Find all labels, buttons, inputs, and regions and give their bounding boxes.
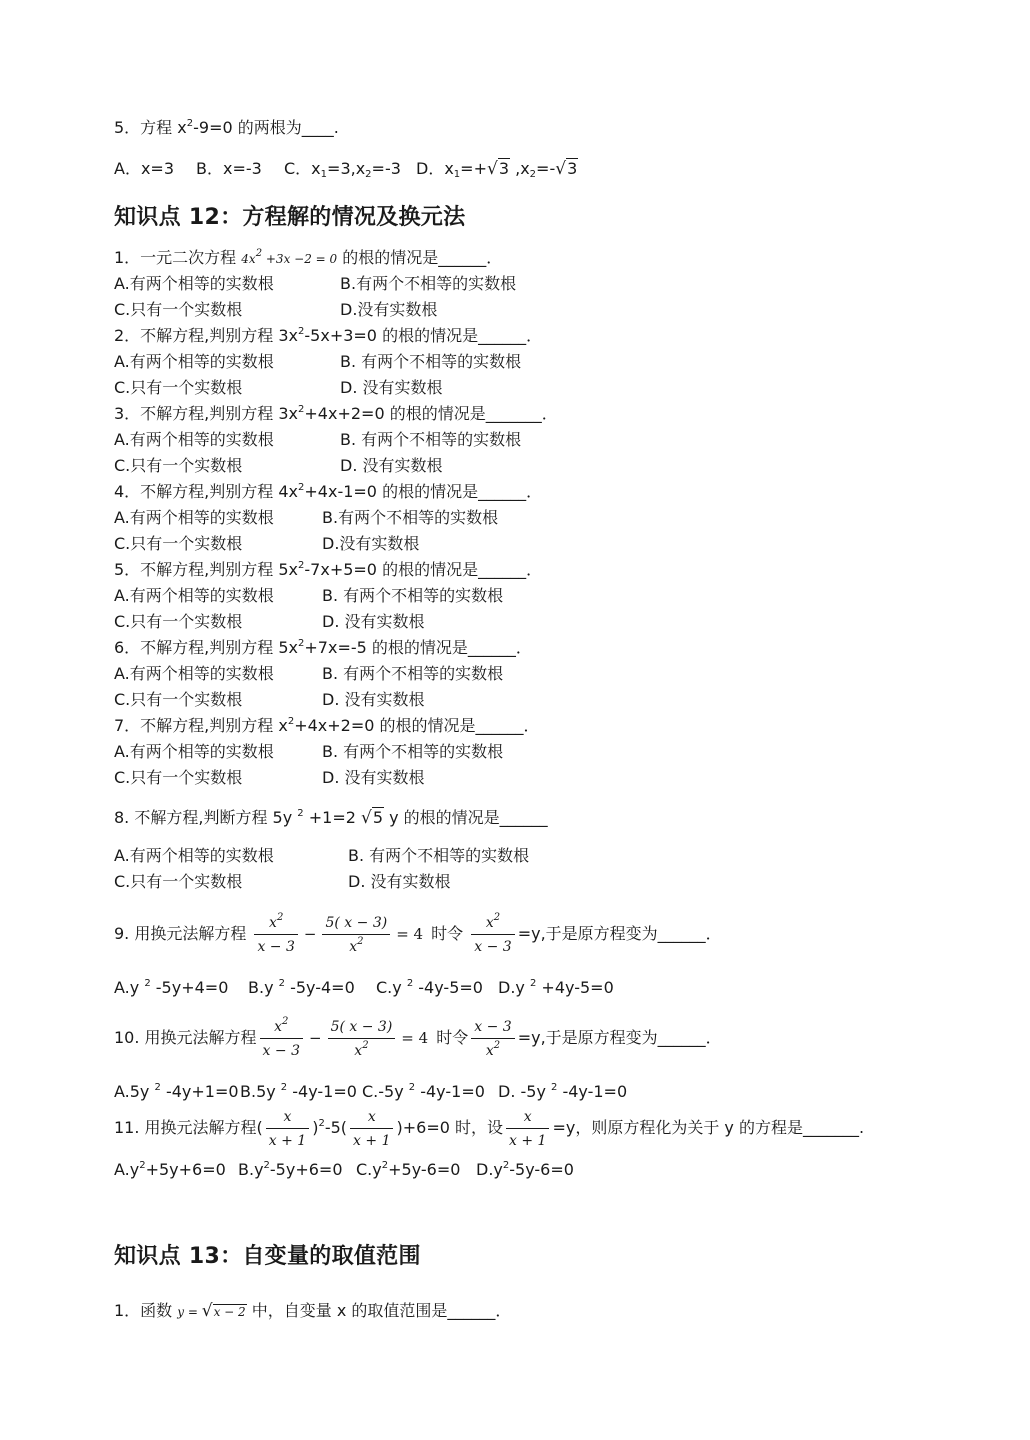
s12-q3-option-c: C.只有一个实数根: [114, 456, 243, 475]
s12-q9-option-d: D.y $^2$ +4y-5=0: [498, 978, 614, 997]
q5-option-c: C．$x_1=3,x_2=-3$: [284, 159, 401, 180]
s12-q2-stem: 2．不解方程,判别方程 $3x^2-5x+3=0$ 的根的情况是______．: [114, 326, 543, 345]
s12-q11-part3: )+6=0 时，设: [396, 1118, 503, 1137]
s12-q9-suffix: =y,于是原方程变为______．: [517, 924, 722, 943]
s12-q1-option-d: D.没有实数根: [340, 300, 438, 319]
s12-q6-option-c: C.只有一个实数根: [114, 690, 243, 709]
s12-q2-cd: [114, 377, 443, 399]
s12-q3-cd: [114, 455, 443, 477]
q5-options: [114, 158, 578, 180]
s12-q7-ab: [114, 741, 503, 763]
s12-q5-stem: 5．不解方程,判别方程 $5x^2-7x+5=0$ 的根的情况是______．: [114, 560, 543, 579]
s13-q1-suffix: 中，自变量 x 的取值范围是______．: [251, 1301, 512, 1320]
s12-q4-option-d: D.没有实数根: [322, 534, 420, 553]
s12-q5-option-c: C.只有一个实数根: [114, 612, 243, 631]
s12-q9-option-c: C.y $^2$ -4y-5=0: [376, 978, 483, 997]
s12-q10-stem: 10. 用换元法解方程 $\frac{x^2}{x - 3}$ − $\frac{5( x - 3)}{x^2}$ = 4 时令 $\frac{x - 3}{x^2}$ =y,于是原方程变为______．: [114, 1015, 722, 1059]
s12-q2-option-b: B. 有两个不相等的实数根: [340, 352, 522, 371]
s13-q1-function: y = √x − 2: [177, 1301, 246, 1321]
s12-q4-option-c: C.只有一个实数根: [114, 534, 243, 553]
s12-q4-ab: [114, 507, 498, 529]
s13-q1-prefix: 1．函数: [114, 1301, 173, 1320]
s12-q10-option-b: B.5y $^2$ -4y-1=0: [240, 1082, 357, 1101]
s12-q11-option-b: $B.y^2-5y+6=0$: [238, 1160, 343, 1179]
s12-q1-option-a: A.有两个相等的实数根: [114, 274, 274, 293]
s13-q1-stem: [114, 1300, 511, 1322]
s12-q7-option-b: B. 有两个不相等的实数根: [322, 742, 504, 761]
s12-q2-ab: [114, 351, 521, 373]
q5-option-b: B．x=-3: [196, 159, 262, 178]
s12-q11-option-c: $C.y^2+5y-6=0$: [356, 1160, 461, 1179]
s12-q5-option-a: A.有两个相等的实数根: [114, 586, 274, 605]
s12-q3-ab: [114, 429, 521, 451]
s12-q9-fraction-2: $\frac{5( x - 3)}{x^2}$: [322, 914, 390, 956]
s12-q9-fraction-1: $\frac{x^2}{x - 3}$: [254, 914, 297, 956]
s12-q2-option-a: A.有两个相等的实数根: [114, 352, 274, 371]
s12-q8-ab: [114, 845, 529, 867]
q5-option-d: D．$x_1=+√3$ $,x_2=-√3$: [416, 159, 578, 180]
s12-q5-option-d: D. 没有实数根: [322, 612, 425, 631]
s12-q3-option-d: D. 没有实数根: [340, 456, 443, 475]
s12-q6-option-b: B. 有两个不相等的实数根: [322, 664, 504, 683]
s12-q7-cd: [114, 767, 425, 789]
s12-q1-cd: [114, 299, 437, 321]
s12-q3-stem: 3．不解方程,判别方程 $3x^2+4x+2=0$ 的根的情况是_______．: [114, 404, 558, 423]
q5-option-a: A．x=3: [114, 159, 175, 178]
s12-q4-option-b: B.有两个不相等的实数根: [322, 508, 499, 527]
s12-q4-cd: [114, 533, 419, 555]
s12-q2-option-c: C.只有一个实数根: [114, 378, 243, 397]
s12-q1-option-b: B.有两个不相等的实数根: [340, 274, 517, 293]
s12-q6-option-d: D. 没有实数根: [322, 690, 425, 709]
s12-q7-stem: 7．不解方程,判别方程 $x^2+4x+2=0$ 的根的情况是______．: [114, 716, 540, 735]
s12-q4-option-a: A.有两个相等的实数根: [114, 508, 274, 527]
s12-q7-option-c: C.只有一个实数根: [114, 768, 243, 787]
s12-q7-option-a: A.有两个相等的实数根: [114, 742, 274, 761]
s12-q10-fraction-3: $\frac{x - 3}{x^2}$: [471, 1018, 514, 1060]
s12-q11-suffix: =y，则原方程化为关于 y 的方程是_______.: [552, 1118, 865, 1137]
s12-q6-ab: [114, 663, 503, 685]
s12-q10-fraction-1: $\frac{x^2}{x - 3}$: [260, 1018, 303, 1060]
s12-q11-fraction-1: $\frac{x}{x + 1}$: [266, 1108, 309, 1150]
s12-q1-ab: [114, 273, 516, 295]
s12-q11-prefix: 11. 用换元法解方程(: [114, 1118, 263, 1137]
s12-q10-suffix: =y,于是原方程变为______．: [517, 1028, 722, 1047]
s12-q11-option-a: $A.y^2+5y+6=0$: [114, 1160, 226, 1179]
s12-q11-option-d: $D.y^2-5y-6=0$: [476, 1160, 574, 1179]
s12-q10-option-c: C.-5y $^2$ -4y-1=0: [362, 1082, 485, 1101]
s12-q11-stem: [114, 1098, 864, 1158]
s12-q8-option-b: B. 有两个不相等的实数根: [348, 846, 530, 865]
s12-q6-option-a: A.有两个相等的实数根: [114, 664, 274, 683]
s12-q11-fraction-2: $\frac{x}{x + 1}$: [350, 1108, 393, 1150]
s12-q5-option-b: B. 有两个不相等的实数根: [322, 586, 504, 605]
s12-q9-prefix: 9. 用换元法解方程: [114, 924, 247, 943]
s12-q9-option-a: A.y $^2$ -5y+4=0: [114, 978, 229, 997]
s12-q1-option-c: C.只有一个实数根: [114, 300, 243, 319]
s12-q8-stem: 8. 不解方程,判断方程 5y $^2$ +1=2 √5 y 的根的情况是______: [114, 808, 548, 828]
s12-q6-cd: [114, 689, 425, 711]
s12-q1-stem: 1．一元二次方程 $4x^2 +3x -2 = 0$ 的根的情况是______．: [114, 248, 503, 267]
s12-q3-option-a: A.有两个相等的实数根: [114, 430, 274, 449]
s12-q9-options: [114, 977, 614, 999]
s12-q11-options: [114, 1159, 574, 1181]
s12-q3-option-b: B. 有两个不相等的实数根: [340, 430, 522, 449]
q5-stem: 5．方程 $x^2-9=0$ 的两根为____.: [114, 118, 339, 137]
s12-q7-option-d: D. 没有实数根: [322, 768, 425, 787]
s12-q8-cd: [114, 871, 451, 893]
s12-q9-option-b: B.y $^2$ -5y-4=0: [248, 978, 355, 997]
s12-q11-part2: )$^2$-5(: [312, 1118, 348, 1137]
section-13-title: 知识点 13：自变量的取值范围: [114, 1244, 421, 1269]
s12-q6-stem: 6．不解方程,判别方程 $5x^2+7x=-5$ 的根的情况是______．: [114, 638, 532, 657]
s12-q10-prefix: 10. 用换元法解方程: [114, 1028, 257, 1047]
s12-q8-option-d: D. 没有实数根: [348, 872, 451, 891]
s12-q11-fraction-3: $\frac{x}{x + 1}$: [506, 1108, 549, 1150]
s12-q9-stem: 9. 用换元法解方程 $\frac{x^2}{x - 3}$ − $\frac{5( x - 3)}{x^2}$ = 4 时令 $\frac{x^2}{x - 3}$ =y,于是原方程变为______．: [114, 911, 722, 955]
s12-q10-option-a: A.5y $^2$ -4y+1=0: [114, 1082, 239, 1101]
s12-q10-option-d: D. -5y $^2$ -4y-1=0: [498, 1082, 628, 1101]
s12-q8-option-a: A.有两个相等的实数根: [114, 846, 274, 865]
s12-q8-option-c: C.只有一个实数根: [114, 872, 243, 891]
s12-q10-fraction-2: $\frac{5( x - 3)}{x^2}$: [328, 1018, 396, 1060]
s12-q5-cd: [114, 611, 425, 633]
s12-q10-mid: 时令: [436, 1028, 469, 1047]
s12-q4-stem: 4．不解方程,判别方程 $4x^2+4x-1=0$ 的根的情况是______．: [114, 482, 543, 501]
s12-q9-mid: 时令: [431, 924, 464, 943]
s12-q2-option-d: D. 没有实数根: [340, 378, 443, 397]
section-12-title: 知识点 12：方程解的情况及换元法: [114, 205, 466, 230]
s12-q9-fraction-3: $\frac{x^2}{x - 3}$: [471, 914, 514, 956]
s12-q5-ab: [114, 585, 503, 607]
